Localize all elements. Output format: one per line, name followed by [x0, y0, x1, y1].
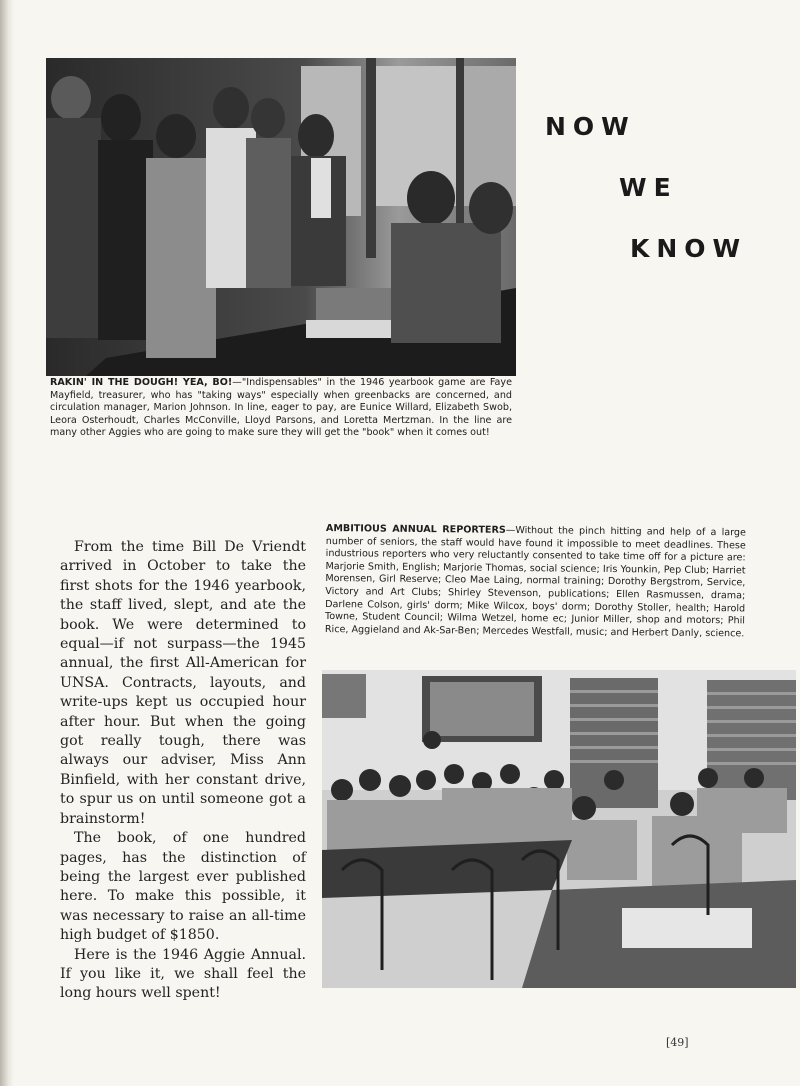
heading-word-we: WE	[619, 173, 678, 202]
heading-word-now: NOW	[545, 112, 636, 141]
caption-text: —"Indispensables" in the 1946 yearbook game are Faye Mayfield, treasurer, who has "taking ways" especially when greenbacks are concerned, and circulation manager, Marion Johnson. In line, eager to pay, are Eunice Willard, Elizabeth Swob, Leora Osterhoudt, Charles McConville, Lloyd Parsons, and Loretta Mertzman. In the line are many other Aggies who are going to make sure they will get the "book" when it comes out!	[50, 377, 512, 439]
caption-yearbook-sales	[50, 377, 512, 440]
body-paragraph: Here is the 1946 Aggie Annual. If you like it, we shall feel the long hours well spent!	[60, 946, 306, 1002]
body-paragraph: The book, of one hundred pages, has the distinction of being the largest ever published here. To make this possible, it was necessary to raise an all-time high budget of $1850.	[60, 830, 306, 944]
body-paragraph: From the time Bill De Vriendt arrived in October to take the first shots for the 1946 yearbook, the staff lived, slept, and ate the book. We were determined to equal—if not surpass—the 1945 annual, the first All-American for UNSA. Contracts, layouts, and write-ups kept us occupied hour after hour. But when the going got really tough, there was always our adviser, Miss Ann Binfield, with her constant drive, to spur us on until someone got a brainstorm!	[60, 539, 306, 827]
caption-lead: RAKIN' IN THE DOUGH! YEA, BO!	[50, 377, 233, 388]
body-text	[60, 538, 306, 1004]
photo-annual-reporters	[322, 670, 796, 988]
caption-annual-reporters	[325, 523, 746, 641]
photo-yearbook-sales	[46, 58, 516, 376]
caption-lead: AMBITIOUS ANNUAL REPORTERS	[325, 523, 506, 536]
caption-text: —Without the pinch hitting and help of a large number of seniors, the staff would have found it impossible to meet deadlines. These industrious reporters who very reluctantly consented to take time off for a picture are: Marjorie Smith, English; Marjorie Thomas, social science; Iris Younkin, Pep Club; Harriet Morensen, Girl Reserve; Cleo Mae Laing, normal training; Dorothy Bergstrom, Service, Victory and Art Clubs; Shirley Stevenson, publications; Ellen Rasmussen, drama; Darlene Colson, girls' dorm; Mike Wilcox, boys' dorm; Dorothy Stoller, health; Harold Towne, Student Council; Wilma Wetzel, home ec; Junior Miller, shop and motors; Phil Rice, Aggieland and Ak-Sar-Ben; Mercedes Westfall, music; and Herbert Danly, science.	[324, 524, 746, 640]
page-binding-shadow	[0, 0, 14, 1086]
heading-word-know: KNOW	[630, 234, 748, 263]
page-number: [49]	[666, 1036, 689, 1049]
